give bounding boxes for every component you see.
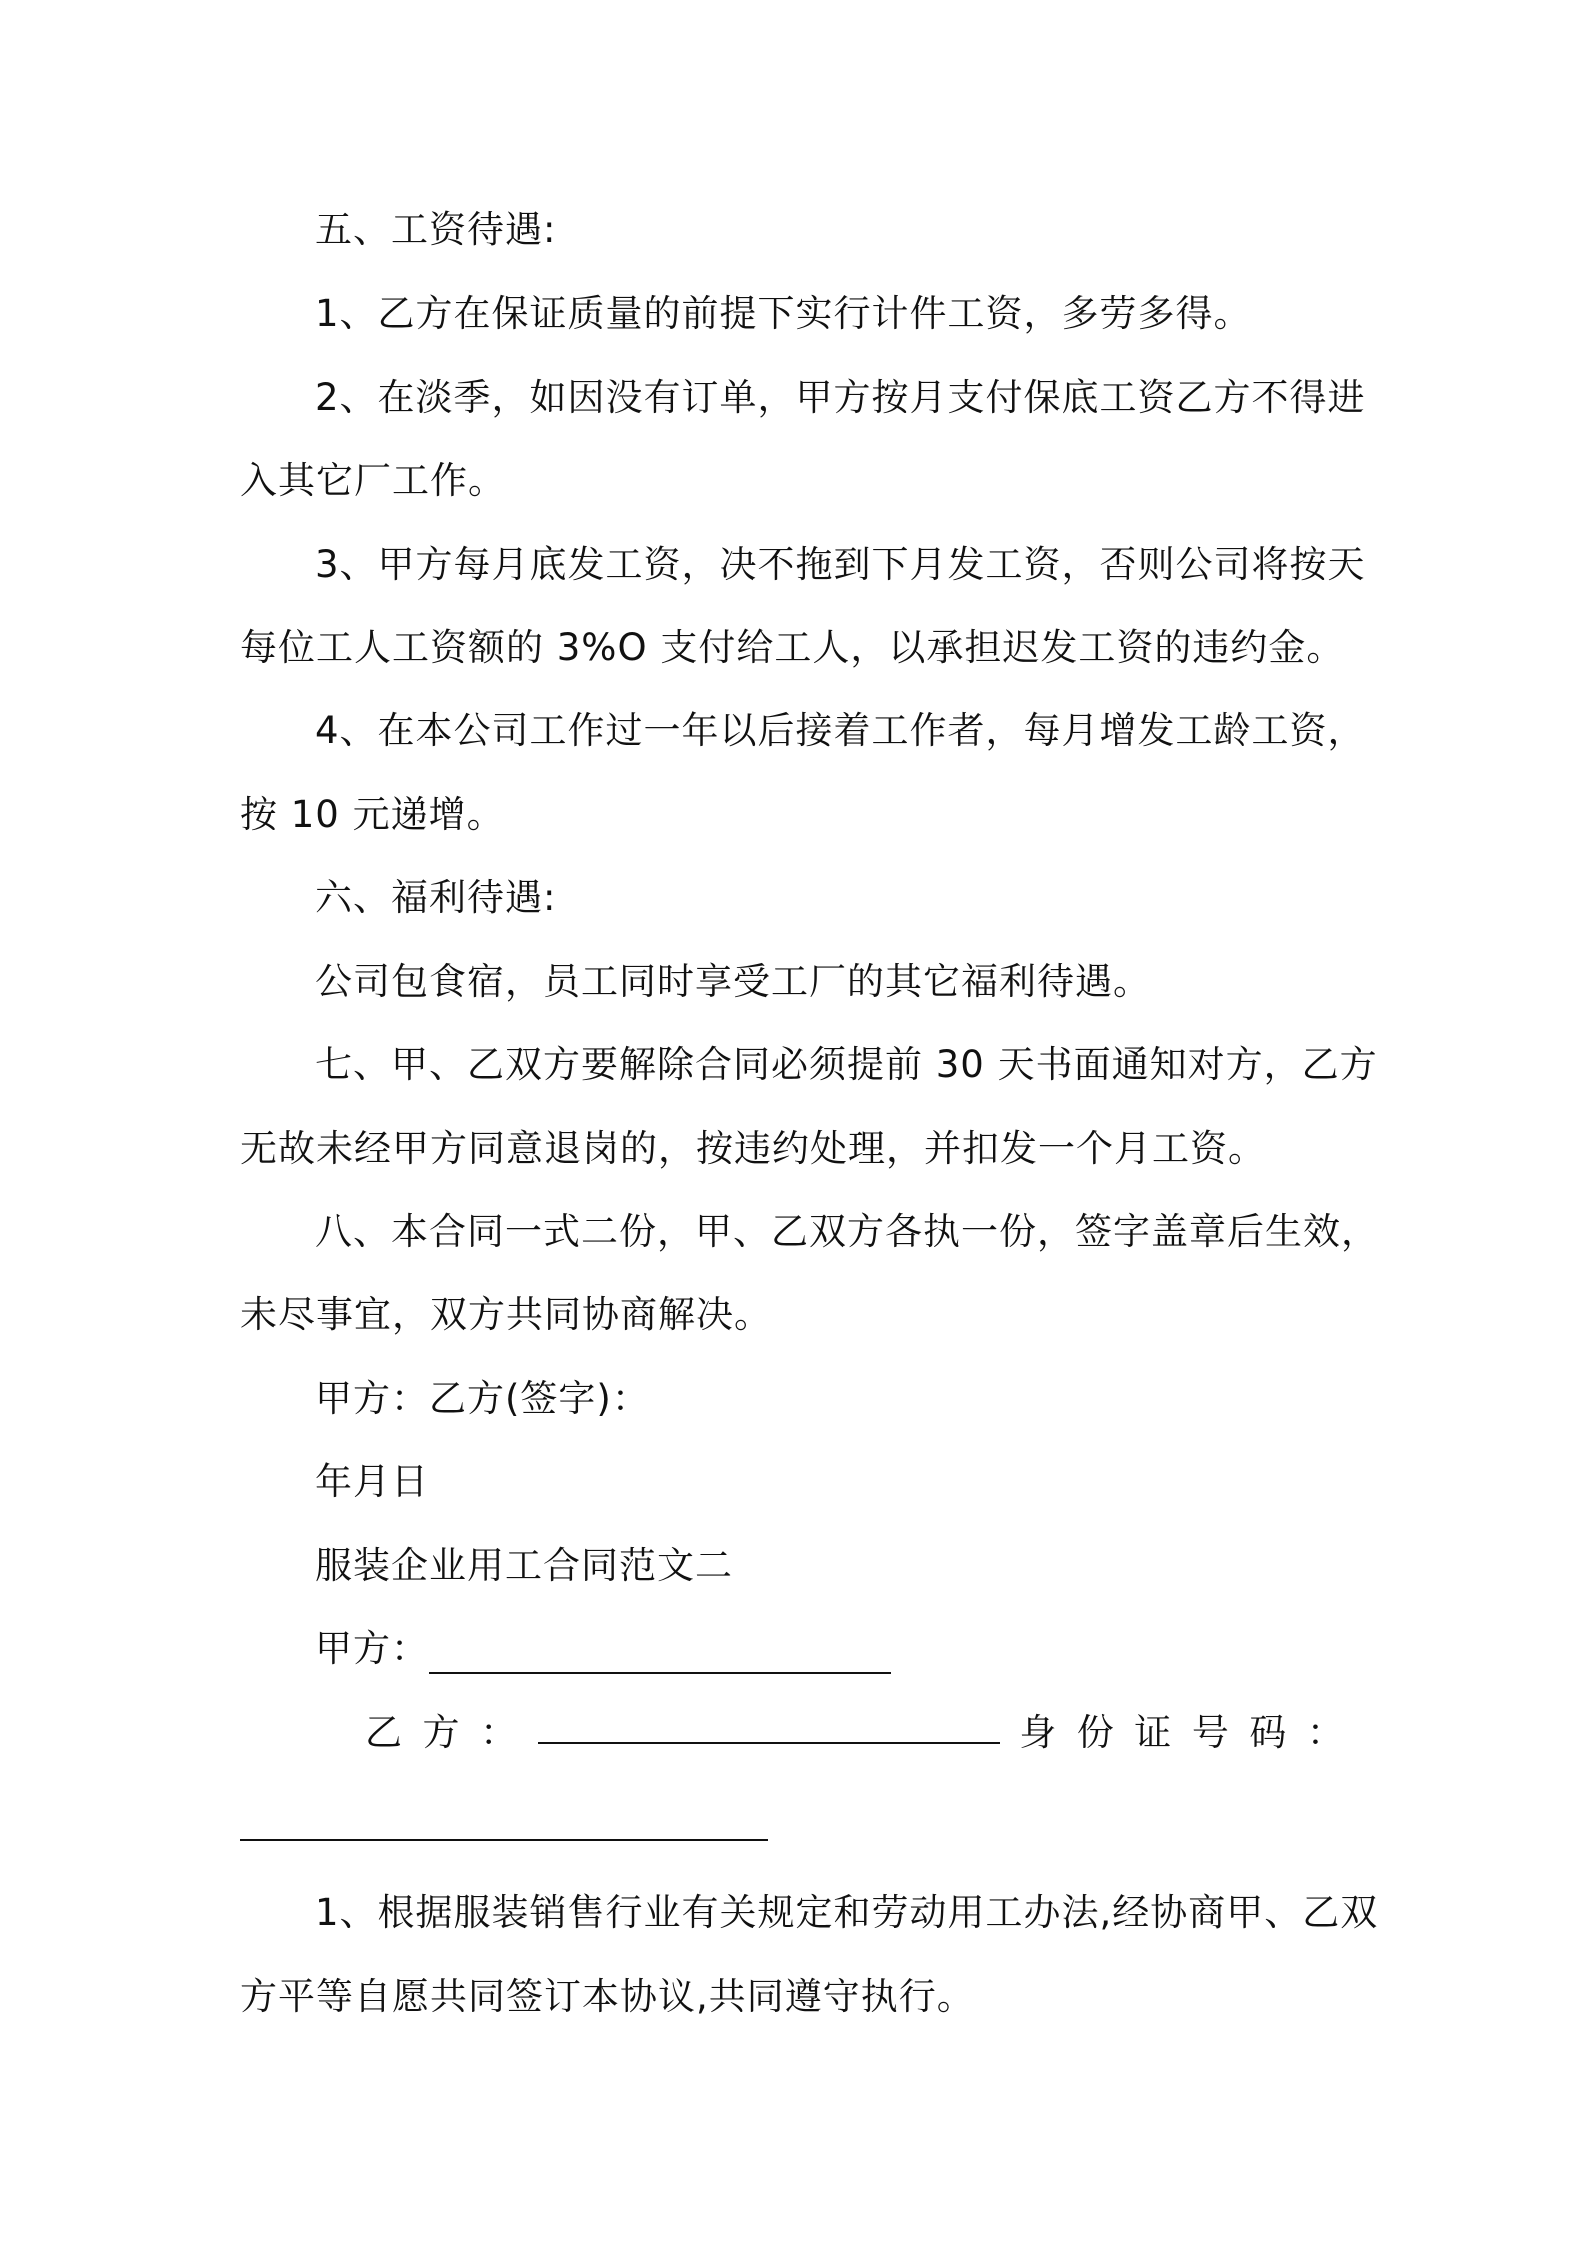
id-number-char: 号: [1191, 1711, 1230, 1754]
section-heading-wages: 五、工资待遇:: [315, 208, 557, 251]
section-heading-benefits: 六、福利待遇:: [315, 876, 557, 919]
party-b-char: 方: [422, 1711, 461, 1754]
id-number-field: [240, 1791, 1350, 1841]
id-number-blank: [240, 1805, 768, 1841]
id-number-char: 份: [1076, 1711, 1115, 1754]
party-a-label: 甲方：: [315, 1627, 429, 1670]
date-line: 年月日: [315, 1460, 429, 1503]
paragraph-3-line-2: 每位工人工资额的 3%O 支付给工人，以承担迟发工资的违约金。: [240, 626, 1345, 669]
paragraph-8-line-2: 未尽事宜，双方共同协商解决。: [240, 1293, 772, 1336]
paragraph-2-line-1: 2、在淡季，如因没有订单，甲方按月支付保底工资乙方不得进: [315, 376, 1366, 419]
paragraph-7-line-1: 七、甲、乙双方要解除合同必须提前 30 天书面通知对方，乙方: [315, 1043, 1378, 1086]
id-number-char: 码: [1249, 1711, 1288, 1754]
paragraph-benefits: 公司包食宿，员工同时享受工厂的其它福利待遇。: [315, 960, 1151, 1003]
party-a-blank: [429, 1638, 891, 1674]
paragraph-2-line-2: 入其它厂工作。: [240, 459, 506, 502]
party-b-char: ：: [480, 1711, 519, 1754]
id-number-char: 身: [1019, 1711, 1058, 1754]
paragraph-4-line-2: 按 10 元递增。: [240, 793, 505, 836]
party-b-char: 乙: [365, 1711, 403, 1754]
paragraph-8-line-1: 八、本合同一式二份，甲、乙双方各执一份，签字盖章后生效，: [315, 1210, 1379, 1253]
id-number-char: 证: [1134, 1711, 1173, 1754]
paragraph-3-line-1: 3、甲方每月底发工资，决不拖到下月发工资，否则公司将按天: [315, 543, 1366, 586]
party-b-blank: [538, 1708, 1000, 1744]
party-a-field: [240, 1624, 1350, 1674]
paragraph-4-line-1: 4、在本公司工作过一年以后接着工作者，每月增发工龄工资，: [315, 709, 1366, 752]
clause-1-line-1: 1、根据服装销售行业有关规定和劳动用工办法,经协商甲、乙双: [315, 1891, 1379, 1934]
paragraph-1: 1、乙方在保证质量的前提下实行计件工资，多劳多得。: [315, 292, 1252, 335]
party-b-field: [240, 1708, 1345, 1758]
signature-line: 甲方：乙方(签字)：: [315, 1377, 650, 1420]
id-number-char: ：: [1306, 1711, 1345, 1754]
clause-1-line-2: 方平等自愿共同签订本协议,共同遵守执行。: [240, 1975, 975, 2018]
document-subtitle: 服装企业用工合同范文二: [315, 1544, 733, 1587]
paragraph-7-line-2: 无故未经甲方同意退岗的，按违约处理，并扣发一个月工资。: [240, 1127, 1266, 1170]
